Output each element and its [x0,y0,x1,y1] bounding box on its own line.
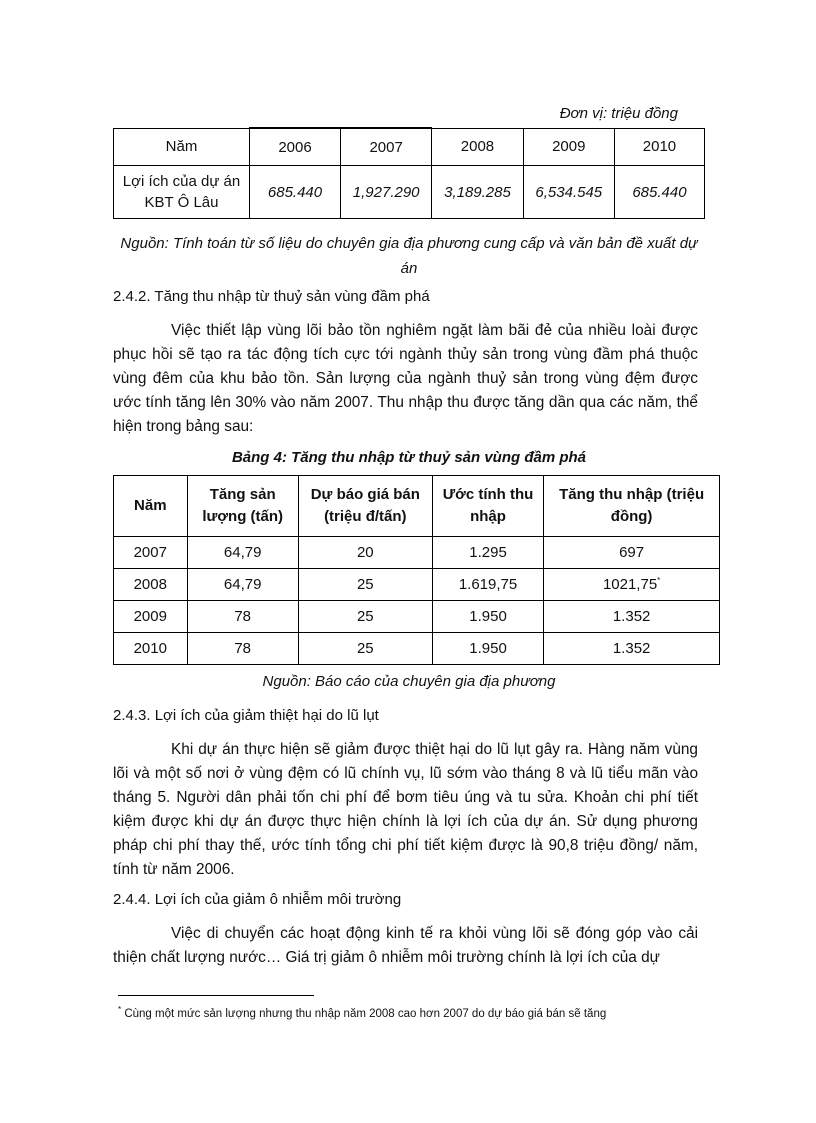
unit-note: Đơn vị: triệu đồng [559,105,678,122]
increase-cell [544,601,720,633]
estimate-cell: 1.619,75 [432,569,543,601]
estimate-cell: 1.950 [432,601,543,633]
year-cell: 2009 [114,601,188,633]
footnote-marker: * [118,1005,122,1014]
section-heading-242: 2.4.2. Tăng thu nhập từ thuỷ sản vùng đầm phá [113,288,430,305]
increase-value: 1.352 [612,608,651,625]
increase-cell [544,633,720,665]
estimate-cell: 1.295 [432,537,543,569]
increase-value: 1.352 [612,640,651,657]
price-cell: 25 [298,633,432,665]
section-heading-244: 2.4.4. Lợi ích của giảm ô nhiễm môi trường [113,891,402,908]
value-cell: 685.440 [614,166,704,219]
quantity-cell: 78 [187,601,298,633]
table1-source: Nguồn: Tính toán từ số liệu do chuyên gia địa phương cung cấp và văn bản đề xuất dự án [120,235,698,277]
column-header: Tăng thu nhập (triệu đồng) [544,476,720,537]
year-cell: 2007 [341,128,432,166]
price-cell: 25 [298,601,432,633]
increase-cell [544,569,720,601]
value-cell: 6,534.545 [523,166,614,219]
value-cell: 3,189.285 [432,166,523,219]
value-cell: 1,927.290 [341,166,432,219]
table-row [114,601,720,633]
section-heading-243: 2.4.3. Lợi ích của giảm thiệt hại do lũ lụt [113,707,379,724]
section-paragraph-243: Khi dự án thực hiện sẽ giảm được thiệt hại do lũ lụt gây ra. Hàng năm vùng lõi và một số nơi ở vùng đệm có lũ chính vụ, lũ sớm vào tháng 8 và lũ tiểu mãn vào tháng 5. Người dân phải tốn chi phí để bơm tiêu úng và tu sửa. Khoản chi phí tiết kiệm được khi dự án được thực hiện chính là lợi ích của dự án. Sử dụng phương pháp chi phí thay thế, ước tính tổng chi phí tiết kiệm được là 90,8 triệu đồng/ năm, tính từ năm 2006. [113,741,698,878]
column-header: Tăng sản lượng (tấn) [187,476,298,537]
year-header: Năm [114,128,250,166]
row-label: Lợi ích của dự án KBT Ô Lâu [114,166,250,219]
footnote [118,1005,606,1020]
quantity-cell: 64,79 [187,569,298,601]
section-paragraph-242: Việc thiết lập vùng lõi bảo tồn nghiêm ngặt làm bãi đẻ của nhiều loài được phục hồi sẽ tạo ra tác động tích cực tới ngành thủy sản trong vùng đầm phá thuộc vùng đêm của khu bảo tồn. Sản lượng của ngành thuỷ sản trong vùng đệm được ước tính tăng lên 30% vào năm 2007. Thu nhập thu được tăng dần qua các năm, thể hiện trong bảng sau: [113,322,698,435]
footnote-divider [118,995,314,996]
increase-cell [544,537,720,569]
table-header-row [114,476,720,537]
benefit-table [113,127,705,219]
year-cell: 2010 [614,128,704,166]
column-header: Dự báo giá bán (triệu đ/tấn) [298,476,432,537]
year-cell: 2008 [432,128,523,166]
table-row [114,569,720,601]
year-cell: 2007 [114,537,188,569]
year-cell: 2006 [250,128,341,166]
column-header: Ước tính thu nhập [432,476,543,537]
fishery-income-table [113,475,720,665]
quantity-cell: 78 [187,633,298,665]
year-cell: 2010 [114,633,188,665]
section-paragraph-244: Việc di chuyển các hoạt động kinh tế ra khỏi vùng lõi sẽ đóng góp vào cải thiện chất lượng nước… Giá trị giảm ô nhiễm môi trường chính là lợi ích của dự [113,925,698,966]
column-header: Năm [114,476,188,537]
increase-value: 1021,75 [602,576,658,593]
estimate-cell: 1.950 [432,633,543,665]
footnote-mark: * [657,576,661,585]
price-cell: 25 [298,569,432,601]
year-cell: 2008 [114,569,188,601]
table-row [114,166,705,219]
increase-value: 697 [619,544,645,561]
table-row [114,537,720,569]
table2-source: Nguồn: Báo cáo của chuyên gia địa phương [262,673,556,690]
footnote-text: Cùng một mức sản lượng nhưng thu nhập năm 2008 cao hơn 2007 do dự báo giá bán sẽ tăng [121,1007,607,1020]
quantity-cell: 64,79 [187,537,298,569]
table2-caption: Bảng 4: Tăng thu nhập từ thuỷ sản vùng đầm phá [231,449,587,466]
table-header-row [114,128,705,166]
price-cell: 20 [298,537,432,569]
table-row [114,633,720,665]
value-cell: 685.440 [250,166,341,219]
year-cell: 2009 [523,128,614,166]
